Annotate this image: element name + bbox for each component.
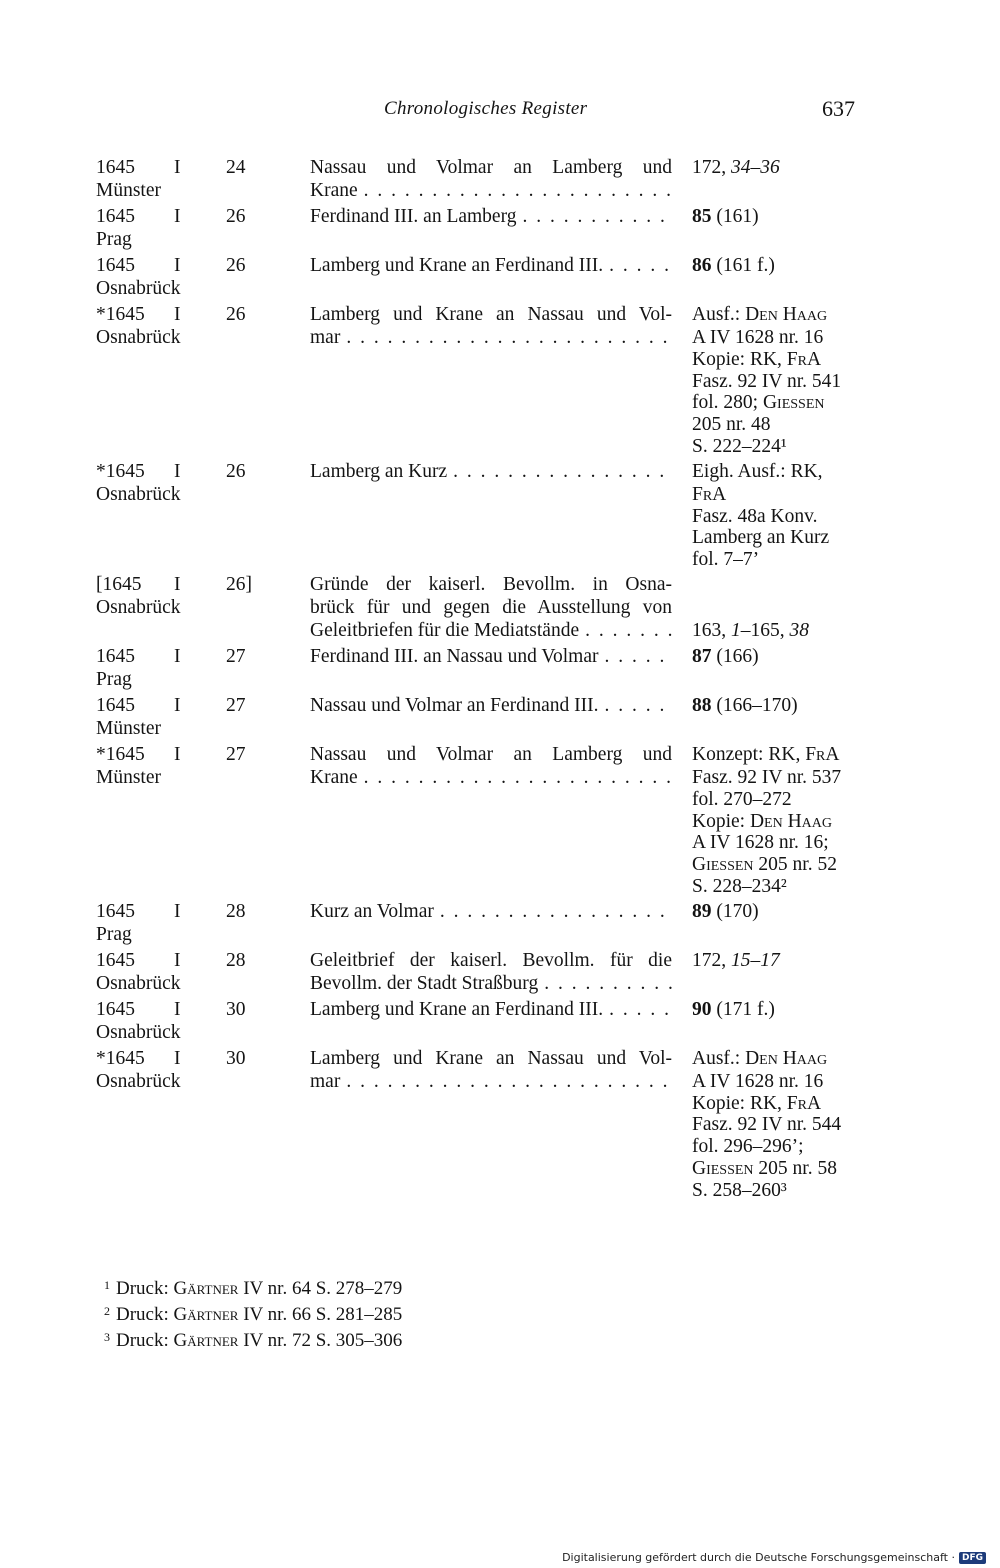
reference-segment: Lamberg an Kurz bbox=[692, 527, 830, 549]
entry-day: 27 bbox=[226, 645, 246, 667]
entry-year: 1645 bbox=[96, 157, 135, 178]
reference-line bbox=[692, 370, 892, 392]
entry-date bbox=[96, 900, 286, 923]
register-entry bbox=[0, 694, 1000, 743]
reference-segment: 15–17 bbox=[731, 949, 780, 971]
register-entry bbox=[0, 645, 1000, 694]
reference-segment: fol. 7–7’ bbox=[692, 549, 760, 571]
register-entry bbox=[0, 900, 1000, 949]
reference-segment: Den Haag bbox=[745, 304, 828, 325]
reference-segment: Giessen bbox=[692, 854, 754, 876]
footnotes bbox=[104, 1274, 402, 1352]
reference-line bbox=[692, 413, 892, 435]
dfg-logo-icon: DFG bbox=[959, 1552, 986, 1564]
dot-leader bbox=[447, 460, 672, 483]
entry-day: 26 bbox=[226, 255, 246, 276]
reference-line bbox=[692, 505, 892, 527]
entry-day: 26] bbox=[226, 573, 252, 595]
entry-date bbox=[96, 949, 286, 972]
entry-description bbox=[310, 460, 672, 483]
entry-description bbox=[310, 743, 672, 789]
description-text: Lamberg und Krane an Ferdinand III. bbox=[310, 998, 604, 1020]
reference-segment: (161 f.) bbox=[711, 255, 775, 276]
entry-date bbox=[96, 694, 286, 717]
dot-leader bbox=[358, 766, 672, 789]
description-line bbox=[310, 205, 672, 228]
footnote-author: Gärtner bbox=[173, 1330, 239, 1351]
description-text: Kurz an Volmar bbox=[310, 900, 434, 922]
reference-segment: 34–36 bbox=[731, 157, 780, 178]
entry-place: Osnabrück bbox=[96, 1021, 181, 1043]
entry-day: 28 bbox=[226, 900, 246, 922]
entry-place: Münster bbox=[96, 717, 161, 739]
description-text: Krane bbox=[310, 766, 358, 788]
reference-segment: 1 bbox=[731, 619, 741, 641]
description-text: mar bbox=[310, 327, 341, 348]
reference-line bbox=[692, 460, 892, 483]
reference-line bbox=[692, 254, 892, 277]
description-text: Ferdinand III. an Nassau und Volmar bbox=[310, 645, 599, 667]
register-entry bbox=[0, 1047, 1000, 1204]
entry-reference bbox=[692, 743, 892, 897]
entry-year: 1645 bbox=[96, 255, 135, 276]
reference-segment: Den Haag bbox=[749, 810, 832, 832]
footnote-mark: 2 bbox=[104, 1304, 110, 1318]
description-line bbox=[310, 179, 672, 202]
reference-line bbox=[692, 1157, 892, 1179]
entry-date-place bbox=[96, 743, 286, 789]
description-line bbox=[310, 900, 672, 923]
description-line bbox=[310, 619, 672, 642]
reference-segment: Konzept: RK, bbox=[692, 743, 806, 765]
footnote-citation: IV nr. 66 S. 281–285 bbox=[238, 1304, 403, 1325]
reference-segment: Kopie: bbox=[692, 810, 750, 832]
reference-line bbox=[692, 645, 892, 668]
description-text: Bevollm. der Stadt Straßburg bbox=[310, 972, 539, 994]
reference-segment: 205 nr. 52 bbox=[753, 854, 837, 876]
reference-line bbox=[692, 766, 892, 788]
footnote-author: Gärtner bbox=[173, 1304, 239, 1325]
entry-reference bbox=[692, 254, 892, 277]
reference-segment: Giessen bbox=[692, 1157, 754, 1179]
dot-leader bbox=[598, 645, 672, 668]
entry-date bbox=[96, 998, 286, 1021]
entry-day: 28 bbox=[226, 949, 246, 971]
entry-reference bbox=[692, 303, 892, 457]
reference-line bbox=[692, 1113, 892, 1135]
entry-month: I bbox=[174, 206, 181, 227]
description-text: Nassau und Volmar an Ferdinand III. bbox=[310, 694, 599, 716]
reference-line bbox=[692, 156, 892, 179]
description-line bbox=[310, 460, 672, 483]
dot-leader bbox=[340, 1070, 672, 1093]
reference-line bbox=[692, 1135, 892, 1157]
reference-segment: Fasz. 92 IV nr. 544 bbox=[692, 1114, 842, 1136]
entry-year: *1645 bbox=[96, 460, 145, 482]
register-entry bbox=[0, 949, 1000, 998]
entry-reference bbox=[692, 900, 892, 923]
reference-segment: (166) bbox=[711, 645, 759, 667]
entry-description bbox=[310, 694, 672, 717]
reference-line bbox=[692, 205, 892, 228]
reference-line bbox=[692, 694, 892, 717]
reference-segment: 205 nr. 48 bbox=[692, 414, 771, 436]
dot-leader bbox=[538, 972, 672, 995]
reference-segment: (170) bbox=[711, 900, 759, 922]
reference-line bbox=[692, 303, 892, 326]
page-header bbox=[0, 96, 1000, 126]
description-text: Geleitbriefen für die Mediatstände bbox=[310, 619, 580, 641]
description-line bbox=[310, 1047, 672, 1070]
reference-segment: 90 bbox=[692, 998, 712, 1020]
register-entry bbox=[0, 156, 1000, 205]
reference-line bbox=[692, 810, 892, 832]
footnote bbox=[104, 1300, 402, 1326]
description-text: Lamberg an Kurz bbox=[310, 460, 448, 482]
entry-year: *1645 bbox=[96, 743, 145, 765]
entry-place: Münster bbox=[96, 766, 161, 788]
reference-segment: 205 nr. 58 bbox=[753, 1157, 837, 1179]
description-line bbox=[310, 596, 672, 619]
reference-line bbox=[692, 743, 892, 766]
description-text: Krane bbox=[310, 180, 358, 201]
dot-leader bbox=[603, 998, 672, 1021]
description-text: mar bbox=[310, 1070, 341, 1092]
entry-place: Osnabrück bbox=[96, 278, 181, 299]
entry-place: Osnabrück bbox=[96, 972, 181, 994]
reference-segment: Fasz. 92 IV nr. 541 bbox=[692, 370, 842, 392]
description-line bbox=[310, 766, 672, 789]
entry-date bbox=[96, 303, 286, 326]
entry-year: *1645 bbox=[96, 1047, 145, 1069]
reference-line bbox=[692, 853, 892, 875]
entry-place: Osnabrück bbox=[96, 483, 181, 505]
reference-line bbox=[692, 831, 892, 853]
entry-reference bbox=[692, 156, 892, 179]
entry-month: I bbox=[174, 460, 181, 482]
description-line bbox=[310, 645, 672, 668]
reference-segment: 85 bbox=[692, 206, 712, 227]
register-entry bbox=[0, 460, 1000, 573]
reference-segment: –165, bbox=[740, 619, 790, 641]
reference-line bbox=[692, 875, 892, 897]
footnote-mark: 3 bbox=[104, 1330, 110, 1344]
reference-line bbox=[692, 1092, 892, 1114]
entry-month: I bbox=[174, 998, 181, 1020]
dot-leader bbox=[598, 694, 672, 717]
entry-date-place bbox=[96, 573, 286, 619]
description-line bbox=[310, 998, 672, 1021]
description-line bbox=[310, 326, 672, 349]
reference-line bbox=[692, 1070, 892, 1092]
reference-segment: fol. 270–272 bbox=[692, 788, 792, 810]
reference-segment: fol. 280; bbox=[692, 392, 763, 414]
entry-month: I bbox=[174, 304, 181, 325]
entry-month: I bbox=[174, 645, 181, 667]
entry-date bbox=[96, 460, 286, 483]
entry-date-place bbox=[96, 998, 286, 1044]
reference-line bbox=[692, 326, 892, 348]
entry-year: 1645 bbox=[96, 694, 135, 716]
entry-date-place bbox=[96, 460, 286, 506]
reference-line bbox=[692, 548, 892, 570]
entry-day: 27 bbox=[226, 743, 246, 765]
entry-description bbox=[310, 303, 672, 349]
entry-date bbox=[96, 573, 286, 596]
footnote-citation: IV nr. 64 S. 278–279 bbox=[238, 1278, 403, 1299]
reference-segment: Kopie: RK, bbox=[692, 1092, 787, 1114]
description-text: Lamberg und Krane an Nassau und Vol- bbox=[310, 304, 672, 325]
description-line bbox=[310, 254, 672, 277]
entry-date-place bbox=[96, 205, 286, 251]
entry-date bbox=[96, 254, 286, 277]
reference-segment: Den Haag bbox=[745, 1047, 828, 1069]
entry-month: I bbox=[174, 743, 181, 765]
entry-description bbox=[310, 573, 672, 642]
reference-line bbox=[692, 348, 892, 370]
dot-leader bbox=[358, 179, 672, 202]
entry-year: 1645 bbox=[96, 900, 135, 922]
entry-reference bbox=[692, 998, 892, 1021]
reference-line bbox=[692, 900, 892, 923]
reference-line bbox=[692, 998, 892, 1021]
reference-segment: (166–170) bbox=[711, 694, 798, 716]
register-entry bbox=[0, 303, 1000, 460]
entry-place: Osnabrück bbox=[96, 596, 181, 618]
entry-month: I bbox=[174, 573, 181, 595]
entry-reference bbox=[692, 694, 892, 717]
register-entries bbox=[0, 156, 1000, 1204]
reference-segment: A IV 1628 nr. 16; bbox=[692, 832, 829, 854]
description-text: brück für und gegen die Ausstellung von bbox=[310, 596, 672, 618]
register-entry bbox=[0, 205, 1000, 254]
entry-day: 26 bbox=[226, 460, 246, 482]
description-line bbox=[310, 743, 672, 766]
reference-segment: 172, bbox=[692, 949, 731, 971]
entry-year: 1645 bbox=[96, 998, 135, 1020]
entry-date bbox=[96, 743, 286, 766]
register-entry bbox=[0, 998, 1000, 1047]
entry-date-place bbox=[96, 1047, 286, 1093]
reference-segment: (171 f.) bbox=[711, 998, 775, 1020]
entry-reference bbox=[692, 949, 892, 972]
entry-date bbox=[96, 1047, 286, 1070]
register-entry bbox=[0, 254, 1000, 303]
entry-place: Prag bbox=[96, 923, 132, 945]
footnote-mark: 1 bbox=[104, 1278, 110, 1292]
entry-description bbox=[310, 156, 672, 202]
entry-year: 1645 bbox=[96, 949, 135, 971]
reference-segment: S. 228–234² bbox=[692, 875, 787, 897]
entry-month: I bbox=[174, 1047, 181, 1069]
reference-segment: FrA bbox=[692, 483, 727, 505]
entry-reference bbox=[692, 619, 892, 642]
dot-leader bbox=[516, 205, 672, 228]
entry-date-place bbox=[96, 694, 286, 740]
entry-year: *1645 bbox=[96, 304, 145, 325]
entry-description bbox=[310, 949, 672, 995]
description-line bbox=[310, 1070, 672, 1093]
reference-line bbox=[692, 483, 892, 505]
entry-description bbox=[310, 1047, 672, 1093]
entry-date-place bbox=[96, 900, 286, 946]
entry-description bbox=[310, 998, 672, 1021]
entry-day: 24 bbox=[226, 157, 246, 178]
footnote bbox=[104, 1326, 402, 1352]
reference-segment: Fasz. 92 IV nr. 537 bbox=[692, 766, 842, 788]
reference-segment: 172, bbox=[692, 157, 731, 178]
description-text: Lamberg und Krane an Ferdinand III. bbox=[310, 255, 604, 276]
description-line bbox=[310, 303, 672, 326]
dfg-credit-text: Digitalisierung gefördert durch die Deutsche Forschungsgemeinschaft · bbox=[562, 1551, 955, 1564]
reference-segment: Giessen bbox=[762, 392, 825, 414]
reference-segment: 86 bbox=[692, 255, 712, 276]
description-text: Lamberg und Krane an Nassau und Vol- bbox=[310, 1047, 672, 1069]
reference-segment: A IV 1628 nr. 16 bbox=[692, 1070, 824, 1092]
dot-leader bbox=[434, 900, 672, 923]
reference-line bbox=[692, 391, 892, 413]
entry-day: 26 bbox=[226, 304, 246, 325]
reference-line bbox=[692, 1047, 892, 1070]
entry-description bbox=[310, 900, 672, 923]
entry-year: [1645 bbox=[96, 573, 142, 595]
dfg-credit bbox=[562, 1551, 986, 1564]
dot-leader bbox=[603, 254, 672, 277]
entry-day: 30 bbox=[226, 1047, 246, 1069]
running-title: Chronologisches Register bbox=[384, 98, 588, 119]
entry-reference bbox=[692, 205, 892, 228]
reference-segment: Fasz. 48a Konv. bbox=[692, 505, 818, 527]
description-line bbox=[310, 949, 672, 972]
reference-segment: S. 222–224¹ bbox=[692, 435, 787, 457]
entry-month: I bbox=[174, 255, 181, 276]
description-line bbox=[310, 972, 672, 995]
entry-place: Osnabrück bbox=[96, 327, 181, 348]
entry-date bbox=[96, 205, 286, 228]
entry-place: Münster bbox=[96, 180, 161, 201]
reference-segment: Eigh. Ausf.: RK, bbox=[692, 460, 823, 482]
entry-day: 27 bbox=[226, 694, 246, 716]
footnote-author: Gärtner bbox=[173, 1278, 239, 1299]
entry-date-place bbox=[96, 254, 286, 300]
entry-date-place bbox=[96, 645, 286, 691]
entry-place: Prag bbox=[96, 229, 132, 250]
entry-reference bbox=[692, 645, 892, 668]
entry-date-place bbox=[96, 303, 286, 349]
entry-day: 26 bbox=[226, 206, 246, 227]
entry-description bbox=[310, 254, 672, 277]
dot-leader bbox=[579, 619, 672, 642]
reference-segment: Ausf.: bbox=[692, 304, 746, 325]
entry-reference bbox=[692, 460, 892, 570]
description-text: Gründe der kaiserl. Bevollm. in Osna- bbox=[310, 573, 672, 595]
entry-description bbox=[310, 205, 672, 228]
reference-line bbox=[692, 526, 892, 548]
register-entry bbox=[0, 573, 1000, 645]
description-line bbox=[310, 694, 672, 717]
reference-line bbox=[692, 949, 892, 972]
reference-segment: 87 bbox=[692, 645, 712, 667]
entry-year: 1645 bbox=[96, 206, 135, 227]
reference-line bbox=[692, 435, 892, 457]
entry-month: I bbox=[174, 949, 181, 971]
reference-segment: A IV 1628 nr. 16 bbox=[692, 327, 824, 348]
reference-line bbox=[692, 788, 892, 810]
entry-day: 30 bbox=[226, 998, 246, 1020]
description-line bbox=[310, 156, 672, 179]
description-text: Nassau und Volmar an Lamberg und bbox=[310, 157, 672, 178]
entry-place: Prag bbox=[96, 668, 132, 690]
footnote-prefix: Druck: bbox=[116, 1330, 174, 1351]
description-text: Nassau und Volmar an Lamberg und bbox=[310, 743, 672, 765]
entry-place: Osnabrück bbox=[96, 1070, 181, 1092]
reference-segment: 88 bbox=[692, 694, 712, 716]
reference-segment: FrA bbox=[786, 348, 822, 370]
entry-date bbox=[96, 645, 286, 668]
dot-leader bbox=[340, 326, 672, 349]
reference-segment: 163, bbox=[692, 619, 731, 641]
register-entry bbox=[0, 743, 1000, 900]
reference-segment: 38 bbox=[789, 619, 809, 641]
entry-year: 1645 bbox=[96, 645, 135, 667]
entry-description bbox=[310, 645, 672, 668]
entry-month: I bbox=[174, 157, 181, 178]
description-text: Ferdinand III. an Lamberg bbox=[310, 206, 517, 227]
reference-segment: (161) bbox=[711, 206, 759, 227]
footnote-prefix: Druck: bbox=[116, 1278, 174, 1299]
footnote bbox=[104, 1274, 402, 1300]
reference-line bbox=[692, 619, 892, 642]
entry-date-place bbox=[96, 156, 286, 202]
reference-segment: fol. 296–296’; bbox=[692, 1136, 804, 1158]
description-line bbox=[310, 573, 672, 596]
reference-segment: FrA bbox=[786, 1092, 822, 1114]
entry-date bbox=[96, 156, 286, 179]
reference-segment: S. 258–260³ bbox=[692, 1179, 787, 1201]
entry-month: I bbox=[174, 694, 181, 716]
entry-month: I bbox=[174, 900, 181, 922]
entry-reference bbox=[692, 1047, 892, 1201]
reference-segment: Ausf.: bbox=[692, 1047, 746, 1069]
reference-segment: FrA bbox=[805, 743, 840, 765]
reference-line bbox=[692, 1179, 892, 1201]
reference-segment: 89 bbox=[692, 900, 712, 922]
footnote-prefix: Druck: bbox=[116, 1304, 174, 1325]
description-text: Geleitbrief der kaiserl. Bevollm. für die bbox=[310, 949, 672, 971]
footnote-citation: IV nr. 72 S. 305–306 bbox=[238, 1330, 403, 1351]
entry-date-place bbox=[96, 949, 286, 995]
reference-segment: Kopie: RK, bbox=[692, 348, 787, 370]
page-number: 637 bbox=[822, 96, 855, 121]
